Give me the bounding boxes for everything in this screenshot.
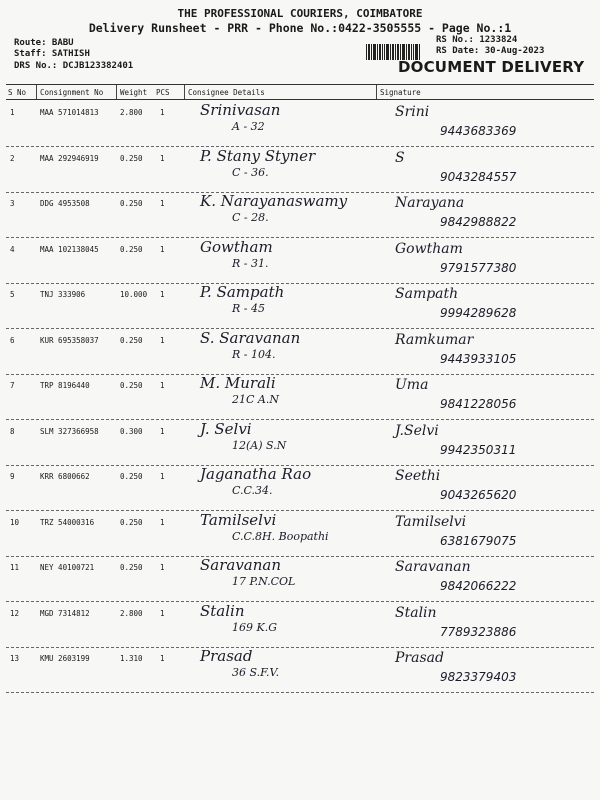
table-row xyxy=(0,328,600,377)
col-header-weight: Weight xyxy=(120,88,148,97)
handwritten-consignee-address: 17 P.N.COL xyxy=(232,575,296,588)
row-separator xyxy=(6,283,594,284)
row-pcs: 1 xyxy=(160,654,165,663)
col-header-consignment: Consignment No xyxy=(40,88,104,97)
row-weight: 0.250 xyxy=(120,517,143,527)
handwritten-consignee-name: Srinivasan xyxy=(200,101,281,119)
row-consignment-no: TNJ 333906 xyxy=(40,290,86,299)
row-pcs: 1 xyxy=(160,153,165,163)
row-pcs: 1 xyxy=(160,290,165,299)
row-sno: 5 xyxy=(10,290,15,299)
handwritten-phone: 9443683369 xyxy=(440,124,517,138)
rs-date: RS Date: 30-Aug-2023 xyxy=(436,46,545,56)
handwritten-phone: 6381679075 xyxy=(440,533,517,548)
handwritten-signature: Uma xyxy=(395,377,429,393)
row-sno: 4 xyxy=(10,244,15,254)
handwritten-signature: Srini xyxy=(395,104,430,120)
handwritten-consignee-address: C.C.8H. Boopathi xyxy=(232,529,329,543)
row-sno: 13 xyxy=(10,654,20,663)
handwritten-consignee-address: C.C.34. xyxy=(232,484,273,497)
row-separator xyxy=(6,237,594,238)
row-pcs: 1 xyxy=(160,563,165,572)
table-row xyxy=(0,556,600,604)
handwritten-signature: Ramkumar xyxy=(395,331,474,348)
row-separator xyxy=(6,556,594,557)
row-consignment-no: TRZ 54000316 xyxy=(40,517,95,527)
header-top-rule xyxy=(6,84,594,85)
row-pcs: 1 xyxy=(160,108,165,117)
table-row xyxy=(0,283,600,331)
col-header-sno: S No xyxy=(8,88,27,97)
row-weight: 0.300 xyxy=(120,426,143,436)
row-separator xyxy=(6,419,594,420)
handwritten-consignee-address: A - 32 xyxy=(232,120,265,133)
row-separator xyxy=(6,374,594,375)
row-consignment-no: KUR 695358037 xyxy=(40,335,99,345)
handwritten-phone: 9841228056 xyxy=(440,397,517,411)
col-header-pcs: PCS xyxy=(156,88,170,97)
company-title: THE PROFESSIONAL COURIERS, COIMBATORE xyxy=(177,7,423,20)
row-weight: 0.250 xyxy=(120,335,143,345)
col-divider xyxy=(376,85,377,99)
row-separator xyxy=(6,692,594,693)
handwritten-signature: Narayana xyxy=(395,195,465,211)
handwritten-phone: 9823379403 xyxy=(440,670,517,684)
row-pcs: 1 xyxy=(160,335,165,345)
row-weight: 2.800 xyxy=(120,108,143,117)
row-consignment-no: DDG 4953508 xyxy=(40,199,90,208)
row-consignment-no: MGD 7314812 xyxy=(40,608,90,618)
handwritten-consignee-name: P. Stany Styner xyxy=(200,146,316,165)
handwritten-consignee-name: M. Murali xyxy=(200,374,276,392)
handwritten-consignee-name: Stalin xyxy=(200,601,245,620)
row-pcs: 1 xyxy=(160,426,165,436)
table-row xyxy=(0,465,600,513)
handwritten-consignee-address: C - 28. xyxy=(232,211,269,224)
table-row xyxy=(0,146,600,195)
handwritten-phone: 9043284557 xyxy=(440,169,517,184)
handwritten-consignee-address: 21C A.N xyxy=(232,393,279,406)
row-consignment-no: MAA 102138045 xyxy=(40,244,99,254)
handwritten-consignee-name: J. Selvi xyxy=(200,419,252,438)
row-weight: 0.250 xyxy=(120,563,143,572)
table-row xyxy=(0,237,600,286)
col-divider xyxy=(184,85,185,99)
row-weight: 10.000 xyxy=(120,290,148,299)
row-sno: 9 xyxy=(10,472,15,481)
row-sno: 12 xyxy=(10,608,20,618)
staff-label: Staff: SATHISH xyxy=(14,49,90,59)
row-consignment-no: NEY 40100721 xyxy=(40,563,95,572)
row-weight: 0.250 xyxy=(120,199,143,208)
table-row xyxy=(0,510,600,559)
handwritten-signature: Prasad xyxy=(395,650,444,666)
handwritten-phone: 9942350311 xyxy=(440,442,517,457)
row-consignment-no: MAA 571014813 xyxy=(40,108,99,117)
row-sno: 7 xyxy=(10,381,15,390)
row-pcs: 1 xyxy=(160,244,165,254)
row-weight: 0.250 xyxy=(120,153,143,163)
row-pcs: 1 xyxy=(160,517,165,527)
handwritten-phone: 9043265620 xyxy=(440,488,517,502)
handwritten-signature: S xyxy=(395,149,405,166)
row-pcs: 1 xyxy=(160,472,165,481)
handwritten-phone: 9443933105 xyxy=(440,351,517,366)
handwritten-consignee-address: 169 K.G xyxy=(232,620,277,634)
handwritten-consignee-name: P. Sampath xyxy=(200,283,285,301)
drs-number: DRS No.: DCJB123382401 xyxy=(14,61,134,71)
row-weight: 0.250 xyxy=(120,244,143,254)
col-divider xyxy=(116,85,117,99)
rs-number: RS No.: 1233824 xyxy=(436,35,518,45)
handwritten-phone: 9994289628 xyxy=(440,306,517,320)
row-sno: 2 xyxy=(10,153,15,163)
handwritten-consignee-name: Prasad xyxy=(200,647,253,665)
handwritten-phone: 7789323886 xyxy=(440,624,517,639)
row-consignment-no: MAA 292946919 xyxy=(40,153,99,163)
handwritten-phone: 9842066222 xyxy=(440,579,517,593)
handwritten-consignee-address: R - 104. xyxy=(232,347,276,361)
handwritten-consignee-address: R - 31. xyxy=(232,256,269,270)
row-sno: 1 xyxy=(10,108,15,117)
row-weight: 1.310 xyxy=(120,654,143,663)
handwritten-signature: Seethi xyxy=(395,468,441,484)
row-weight: 2.800 xyxy=(120,608,143,618)
row-consignment-no: TRP 8196440 xyxy=(40,381,90,390)
handwritten-signature: Tamilselvi xyxy=(395,513,467,530)
handwritten-phone: 9791577380 xyxy=(440,260,517,275)
row-sno: 3 xyxy=(10,199,15,208)
row-weight: 0.250 xyxy=(120,381,143,390)
row-pcs: 1 xyxy=(160,381,165,390)
handwritten-signature: Saravanan xyxy=(395,559,471,575)
row-pcs: 1 xyxy=(160,199,165,208)
handwritten-signature: J.Selvi xyxy=(395,422,439,439)
runsheet-title: Delivery Runsheet - PRR - Phone No.:0422-3505555 - Page No.:1 xyxy=(88,21,512,35)
row-sno: 8 xyxy=(10,426,15,436)
table-row xyxy=(0,374,600,422)
handwritten-consignee-address: 12(A) S.N xyxy=(232,438,287,452)
handwritten-phone: 9842988822 xyxy=(440,215,517,229)
handwritten-signature: Stalin xyxy=(395,604,437,621)
route-label: Route: BABU xyxy=(14,38,74,48)
row-consignment-no: SLM 327366958 xyxy=(40,426,99,436)
col-header-consignee: Consignee Details xyxy=(188,88,265,97)
handwritten-consignee-name: Jaganatha Rao xyxy=(200,465,312,483)
row-separator xyxy=(6,510,594,511)
header-bottom-rule xyxy=(6,99,594,100)
row-sno: 11 xyxy=(10,563,20,572)
table-row xyxy=(0,647,600,695)
handwritten-consignee-name: S. Saravanan xyxy=(200,328,301,347)
handwritten-consignee-address: R - 45 xyxy=(232,302,265,315)
row-pcs: 1 xyxy=(160,608,165,618)
handwritten-consignee-name: K. Narayanaswamy xyxy=(200,192,348,210)
row-consignment-no: KMU 2603199 xyxy=(40,654,90,663)
row-separator xyxy=(6,647,594,648)
table-row xyxy=(0,601,600,650)
row-sno: 10 xyxy=(10,517,20,527)
row-sno: 6 xyxy=(10,335,15,345)
row-separator xyxy=(6,601,594,602)
col-divider xyxy=(36,85,37,99)
handwritten-consignee-address: 36 S.F.V. xyxy=(232,666,280,679)
handwritten-consignee-name: Gowtham xyxy=(200,237,273,256)
row-consignment-no: KRR 6800662 xyxy=(40,472,90,481)
table-row xyxy=(0,419,600,468)
table-row xyxy=(0,101,600,149)
handwritten-consignee-name: Tamilselvi xyxy=(200,510,277,529)
row-weight: 0.250 xyxy=(120,472,143,481)
table-row xyxy=(0,192,600,240)
handwritten-signature: Sampath xyxy=(395,286,459,302)
handwritten-consignee-address: C - 36. xyxy=(232,165,269,179)
document-type-label: DOCUMENT DELIVERY xyxy=(398,58,585,76)
col-header-signature: Signature xyxy=(380,88,421,97)
handwritten-signature: Gowtham xyxy=(395,240,463,257)
handwritten-consignee-name: Saravanan xyxy=(200,556,282,574)
